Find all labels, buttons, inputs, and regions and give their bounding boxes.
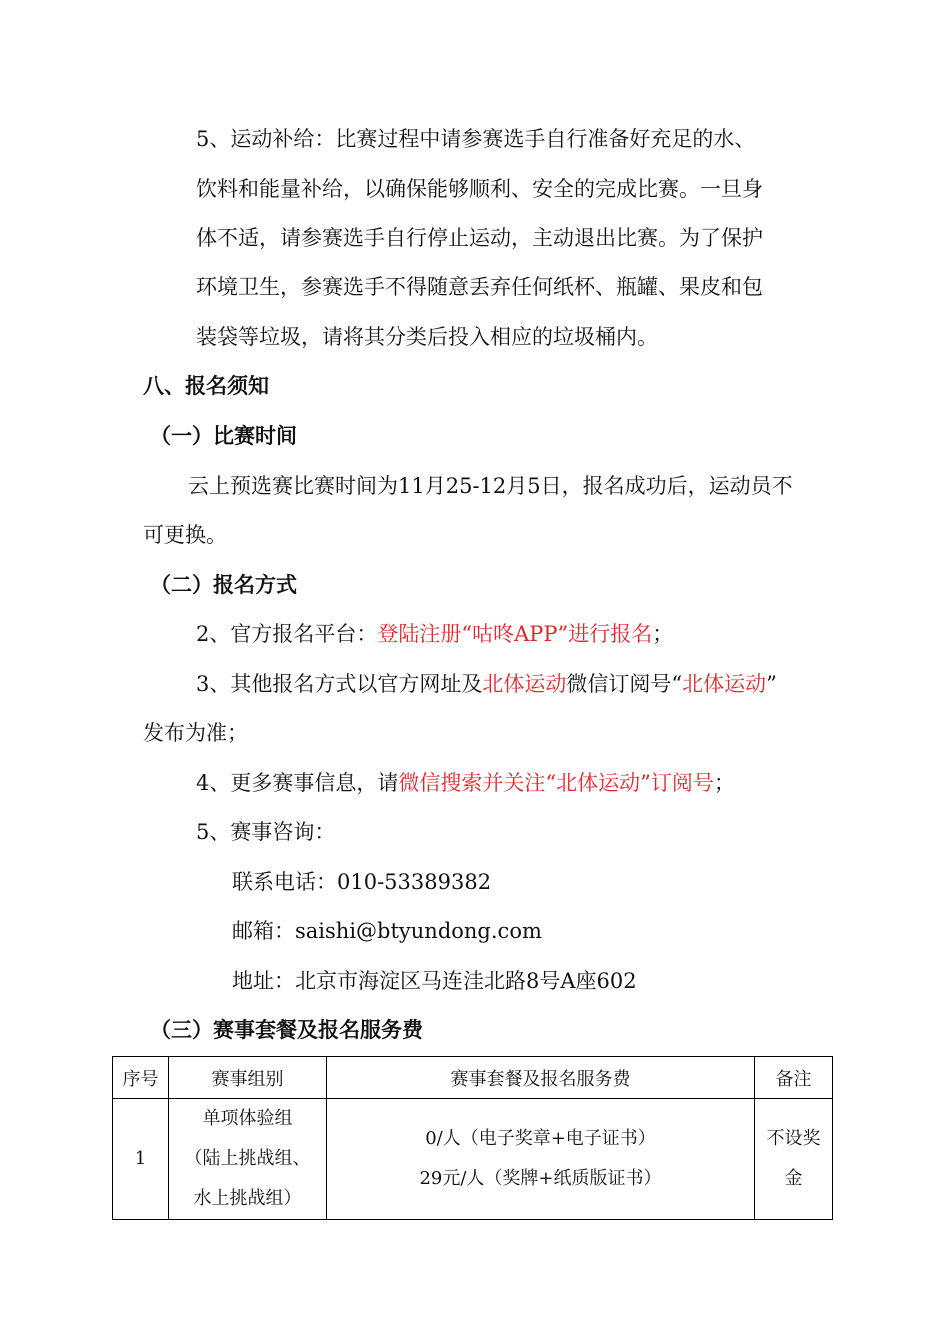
method-item-3-line-2: 发布为准； [143, 721, 248, 745]
subheading-fees: （三）赛事套餐及报名服务费 [150, 1018, 423, 1042]
header-group: 赛事组别 [169, 1057, 327, 1099]
method-item-4 [196, 768, 735, 798]
time-line-1: 云上预选赛比赛时间为11月25-12月5日，报名成功后，运动员不 [188, 474, 793, 498]
method-item-2-prefix: 2、官方报名平台： [196, 622, 378, 646]
cell-no: 1 [113, 1099, 169, 1220]
cell-note [755, 1099, 833, 1220]
cell-fee-line-1: 0/人（电子奖章+电子证书） [425, 1128, 656, 1149]
method-item-3-a: 3、其他报名方式以官方网址及 [196, 672, 483, 696]
cell-note-line-1: 不设奖 [766, 1128, 821, 1149]
contact-email: 邮箱：saishi@btyundong.com [232, 919, 542, 943]
cell-group-line-2: （陆上挑战组、 [184, 1148, 311, 1169]
fee-table [112, 1056, 833, 1220]
contact-phone: 联系电话：010-53389382 [232, 870, 492, 894]
method-item-2-link: 登陆注册“咕咚APP”进行报名 [377, 622, 653, 646]
cell-group-line-3: 水上挑战组） [193, 1188, 302, 1209]
table-header-row [113, 1057, 833, 1099]
subheading-time: （一）比赛时间 [150, 424, 297, 448]
section5-line-2: 饮料和能量补给，以确保能够顺利、安全的完成比赛。一旦身 [196, 177, 763, 201]
contact-address: 地址：北京市海淀区马连洼北路8号A座602 [232, 969, 637, 993]
method-item-5: 5、赛事咨询： [196, 820, 336, 844]
section5-line-4: 环境卫生，参赛选手不得随意丢弃任何纸杯、瓶罐、果皮和包 [196, 275, 763, 299]
subheading-method: （二）报名方式 [150, 573, 297, 597]
cell-fee-line-2: 29元/人（奖牌+纸质版证书） [419, 1168, 662, 1189]
method-item-3-red-1: 北体运动 [482, 672, 567, 696]
cell-fee [327, 1099, 755, 1220]
section5-line-3: 体不适，请参赛选手自行停止运动，主动退出比赛。为了保护 [196, 226, 763, 250]
cell-note-line-2: 金 [784, 1168, 803, 1189]
method-item-4-prefix: 4、更多赛事信息，请 [196, 771, 399, 795]
method-item-2-suffix: ； [652, 622, 674, 646]
section5-line-1: 5、运动补给：比赛过程中请参赛选手自行准备好充足的水、 [196, 127, 756, 151]
header-note: 备注 [755, 1057, 833, 1099]
time-line-2: 可更换。 [143, 523, 227, 547]
table-row [113, 1099, 833, 1220]
method-item-3-b: 微信订阅号“ [566, 672, 683, 696]
method-item-3-c: ” [766, 672, 777, 696]
header-no: 序号 [113, 1057, 169, 1099]
method-item-4-red: 微信搜索并关注“北体运动”订阅号 [398, 771, 714, 795]
method-item-2 [196, 619, 673, 649]
method-item-3 [196, 669, 777, 699]
header-fee: 赛事套餐及报名服务费 [327, 1057, 755, 1099]
cell-group-line-1: 单项体验组 [202, 1108, 293, 1129]
method-item-3-red-2: 北体运动 [682, 672, 767, 696]
method-item-4-suffix: ； [713, 771, 735, 795]
section5-line-5: 装袋等垃圾，请将其分类后投入相应的垃圾桶内。 [196, 325, 658, 349]
cell-group [169, 1099, 327, 1220]
heading-registration: 八、报名须知 [143, 374, 269, 398]
